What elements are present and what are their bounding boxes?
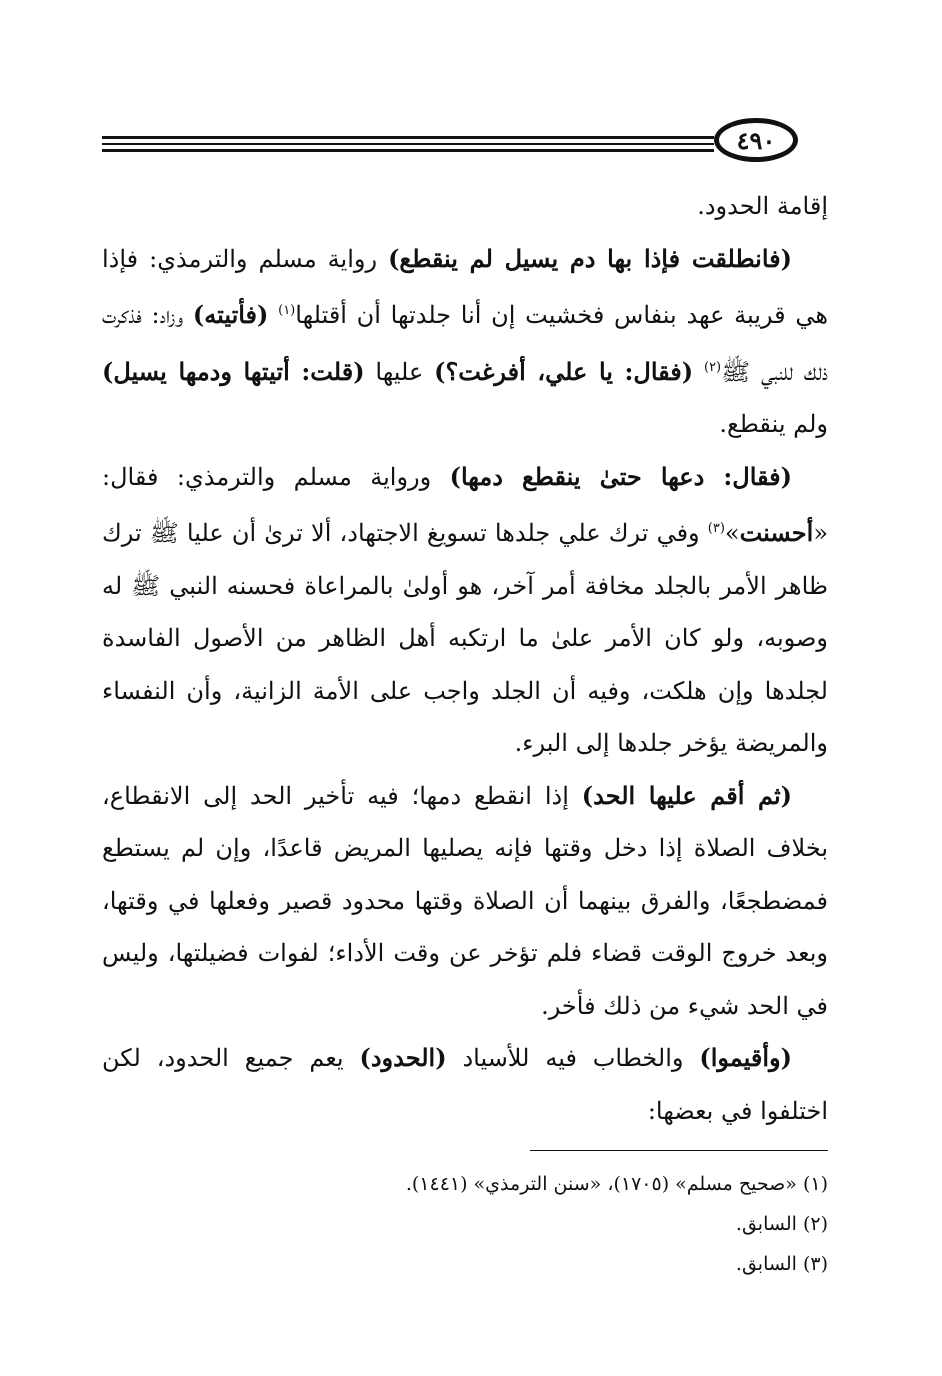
footnote-text: السابق. [735,1253,797,1275]
footnote-ref: (١) [278,303,296,318]
bold-text: (فانطلقت فإذا بها دم يسيل لم ينقطع) [388,243,792,273]
bold-text: (فقال: يا علي، أفرغت؟) [434,356,694,386]
bold-text: (فأتيته) [192,300,269,329]
text [693,358,704,386]
footnote-number: (٣) [802,1253,828,1275]
text: وفي ترك علي جلدها تسويغ الاجتهاد، ألا ترىٰ أن عليا ﷺ ترك ظاهر الأمر بالجلد مخافة أمر آخر، هو أولىٰ بالمراعاة فحسنه النبي ﷺ له وصوبه، ولو كان الأمر علىٰ ما ارتكبه أهل الظاهر من الأصول الفاسدة لجلدها وإن هلكت، وفيه أن الجلد واجب على الأمة الزانية، وأن النفساء والمريضة يؤخر جلدها إلى البرء. [102,519,828,757]
text: إذا انقطع دمها؛ فيه تأخير الحد إلى الانقطاع، بخلاف الصلاة إذا دخل وقتها فإنه يصليها المريض قاعدًا، وإن لم يستطع فمضطجعًا، والفرق بينهما أن الصلاة وقتها محدود قصير وفعلها في وقتها، وبعد خروج الوقت قضاء فلم تؤخر عن وقت الأداء؛ لفوات فضيلتها، وليس في الحد شيء من ذلك فأخر. [102,781,828,1020]
footnote-separator [530,1150,828,1151]
text: ولم ينقطع. [719,410,828,438]
text: » [724,519,740,547]
footnote-ref: (٢) [703,359,722,375]
header-rule-middle [102,143,714,145]
paragraph-0 [102,180,828,233]
footnotes [102,1164,828,1284]
page-header [102,118,842,168]
footnote-ref: (٣) [707,521,725,536]
text: وزاد: فذكرت ذلك للنبي ﷺ [102,301,828,386]
header-rule-bottom [102,149,714,152]
header-rule-top [102,136,714,139]
text: إقامة الحدود. [697,192,828,220]
text: يعم جميع الحدود، لكن اختلفوا في بعضها: [102,1044,828,1125]
bold-text: (فقال: دعها حتىٰ ينقطع دمها) [449,461,792,491]
footnote-item [102,1204,828,1244]
footnote-item [102,1244,828,1284]
footnote-number: (٢) [802,1213,828,1235]
footnote-number: (١) [802,1173,828,1195]
bold-text: (قلت: أتيتها ودمها يسيل) [102,356,365,386]
footnote-text: «صحيح مسلم» (١٧٠٥)، «سنن الترمذي» (١٤٤١). [405,1173,797,1195]
text: والخطاب فيه للأسياد [446,1044,700,1072]
paragraph-4 [102,1032,828,1137]
page-number: ٤٩٠ [714,118,798,162]
text: رواية مسلم والترمذي: فإذا هي قريبة عهد بنفاس فخشيت إن أنا جلدتها أن أقتلها [102,244,828,329]
text: عليها [364,357,435,386]
footnote-text: السابق. [735,1213,797,1235]
paragraph-3 [102,770,828,1033]
bold-text: (ثم أقم عليها الحد) [581,780,792,810]
paragraph-2 [102,451,828,770]
text [268,301,278,329]
paragraph-1 [102,233,828,451]
main-text [102,180,828,1137]
bold-text: أحسنت [739,518,814,547]
text: ورواية مسلم والترمذي: فقال: « [102,462,828,547]
bold-text: (وأقيموا) [699,1043,792,1072]
footnote-item [102,1164,828,1204]
bold-text: (الحدود) [359,1043,447,1072]
